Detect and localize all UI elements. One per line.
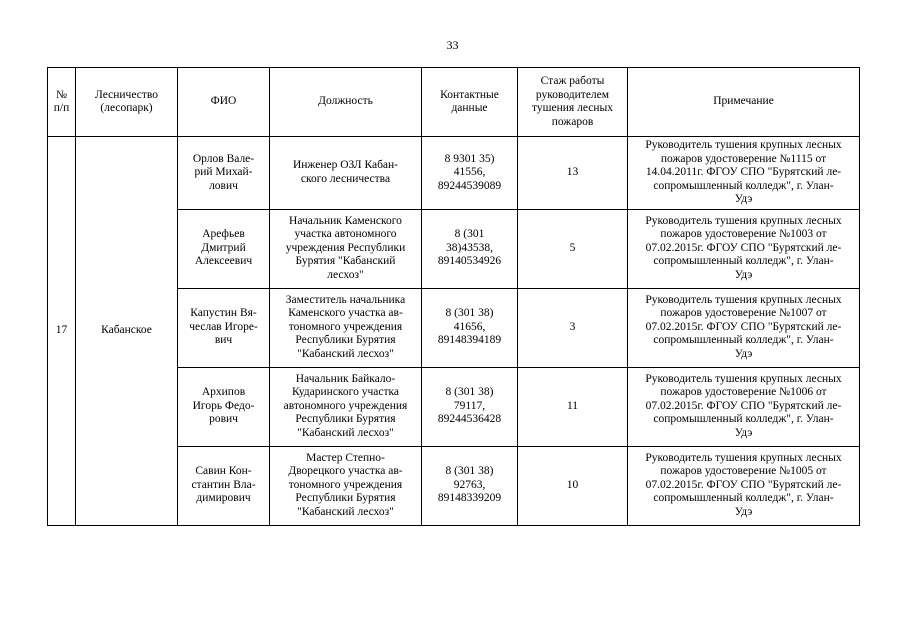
experience-cell: 10	[518, 446, 628, 525]
contacts-cell: 8 (301 38) 41656, 89148394189	[422, 288, 518, 367]
experience-cell: 3	[518, 288, 628, 367]
experience-cell: 5	[518, 209, 628, 288]
note-cell: Руководитель тушения крупных лесных пожаров удостоверение №1007 от 07.02.2015г. ФГОУ СПО "Бурятский ле- сопромышленный колледж", г. Улан- Удэ	[628, 288, 860, 367]
header-fio: ФИО	[178, 68, 270, 137]
note-cell: Руководитель тушения крупных лесных пожаров удостоверение №1115 от 14.04.2011г. ФГОУ СПО "Бурятский ле- сопромышленный колледж", г. Улан- Удэ	[628, 137, 860, 210]
page-number: 33	[446, 38, 459, 52]
experience-cell: 11	[518, 367, 628, 446]
header-forestry: Лесничество (лесопарк)	[76, 68, 178, 137]
fio-cell: Архипов Игорь Федо- рович	[178, 367, 270, 446]
group-number-cell: 17	[48, 137, 76, 526]
fio-cell: Капустин Вя- чеслав Игоре- вич	[178, 288, 270, 367]
fio-cell: Орлов Вале- рий Михай- лович	[178, 137, 270, 210]
position-cell: Мастер Степно- Дворецкого участка ав- тономного учреждения Республики Бурятия "Кабанский лесхоз"	[270, 446, 422, 525]
fio-cell: Савин Кон- стантин Вла- димирович	[178, 446, 270, 525]
position-cell: Заместитель начальника Каменского участка ав- тономного учреждения Республики Бурятия "Кабанский лесхоз"	[270, 288, 422, 367]
header-contacts: Контактные данные	[422, 68, 518, 137]
header-position: Должность	[270, 68, 422, 137]
note-cell: Руководитель тушения крупных лесных пожаров удостоверение №1005 от 07.02.2015г. ФГОУ СПО "Бурятский ле- сопромышленный колледж", г. Улан- Удэ	[628, 446, 860, 525]
header-num: № п/п	[48, 68, 76, 137]
header-experience: Стаж работы руководителем тушения лесных пожаров	[518, 68, 628, 137]
contacts-cell: 8 9301 35) 41556, 89244539089	[422, 137, 518, 210]
table-header-row	[48, 68, 860, 137]
fio-cell: Арефьев Дмитрий Алексеевич	[178, 209, 270, 288]
personnel-table	[47, 67, 860, 526]
header-note: Примечание	[628, 68, 860, 137]
contacts-cell: 8 (301 38)43538, 89140534926	[422, 209, 518, 288]
note-cell: Руководитель тушения крупных лесных пожаров удостоверение №1003 от 07.02.2015г. ФГОУ СПО "Бурятский ле- сопромышленный колледж", г. Улан- Удэ	[628, 209, 860, 288]
position-cell: Инженер ОЗЛ Кабан- ского лесничества	[270, 137, 422, 210]
contacts-cell: 8 (301 38) 92763, 89148339209	[422, 446, 518, 525]
contacts-cell: 8 (301 38) 79117, 89244536428	[422, 367, 518, 446]
note-cell: Руководитель тушения крупных лесных пожаров удостоверение №1006 от 07.02.2015г. ФГОУ СПО "Бурятский ле- сопромышленный колледж", г. Улан- Удэ	[628, 367, 860, 446]
table-row	[48, 137, 860, 210]
group-forestry-cell: Кабанское	[76, 137, 178, 526]
position-cell: Начальник Байкало- Кударинского участка автономного учреждения Республики Бурятия "Кабанский лесхоз"	[270, 367, 422, 446]
experience-cell: 13	[518, 137, 628, 210]
position-cell: Начальник Каменского участка автономного учреждения Республики Бурятия "Кабанский лесхоз"	[270, 209, 422, 288]
